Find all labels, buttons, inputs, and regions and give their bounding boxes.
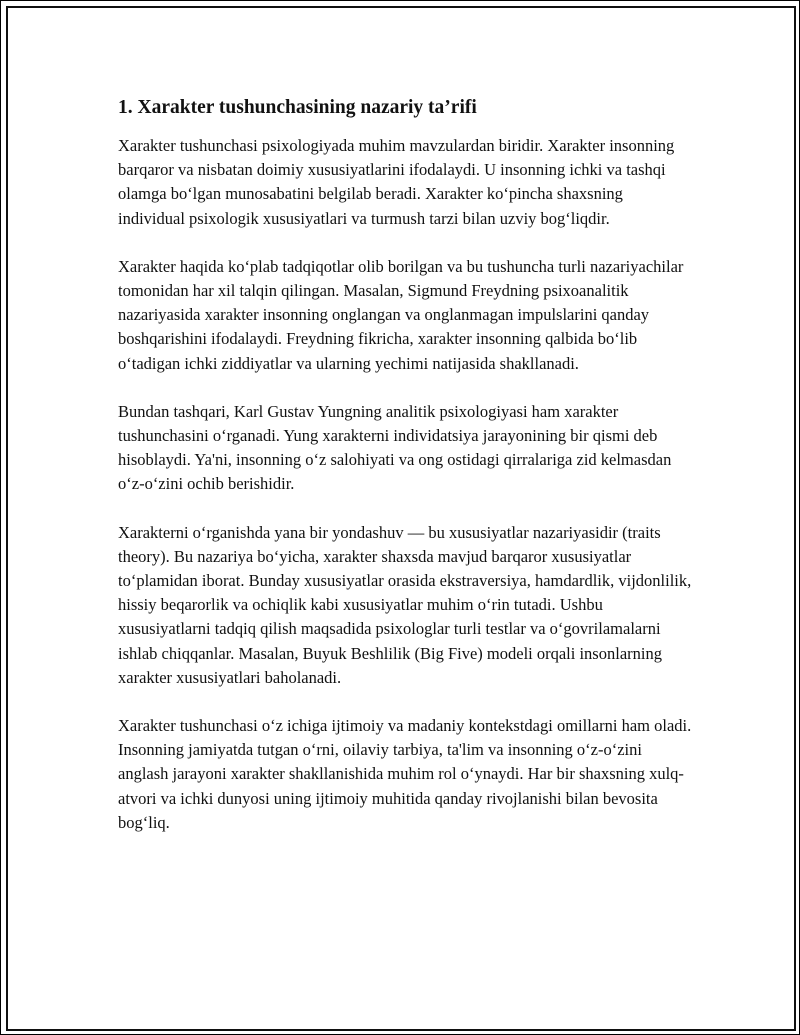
paragraph-5: Xarakter tushunchasi o‘z ichiga ijtimoiy va madaniy kontekstdagi omillarni ham oladi. Insonning jamiyatda tutgan o‘rni, oilaviy tarbiya, ta'lim va insonning o‘z-o‘zini anglash jarayoni xarakter shakllanishida muhim rol o‘ynaydi. Har bir shaxsning xulq-atvori va ichki dunyosi uning ijtimoiy muhitida qanday rivojlanishi bilan bevosita bog‘liq.	[118, 716, 692, 832]
document-body	[118, 95, 693, 859]
section-title: 1. Xarakter tushunchasining nazariy ta’rifi	[118, 97, 477, 118]
paragraph-3: Bundan tashqari, Karl Gustav Yungning analitik psixologiyasi ham xarakter tushunchasini o‘rganadi. Yung xarakterni individatsiya jarayonining bir qismi deb hisoblaydi. Ya'ni, insonning o‘z salohiyati va ong ostidagi qirralariga zid kelmasdan o‘z-o‘zini ochib berishidir.	[118, 401, 672, 494]
paragraph-4: Xarakterni o‘rganishda yana bir yondashuv — bu xususiyatlar nazariyasidir (traits theory). Bu nazariya bo‘yicha, xarakter shaxsda mavjud barqaror xususiyatlar to‘plamidan iborat. Bunday xususiyatlar orasida ekstraversiya, hamdardlik, vijdonlilik, hissiy beqarorlik va ochiqlik kabi xususiyatlar muhim o‘rin tutadi. Ushbu xususiyatlarni tadqiq qilish maqsadida psixologlar turli testlar va o‘govrilamalarni ishlab chiqqanlar. Masalan, Buyuk Beshlilik (Big Five) modeli orqali insonlarning xarakter xususiyatlari baholanadi.	[118, 522, 692, 687]
paragraph-2: Xarakter haqida ko‘plab tadqiqotlar olib borilgan va bu tushuncha turli nazariyachilar tomonidan har xil talqin qilingan. Masalan, Sigmund Freydning psixoanalitik nazariyasida xarakter insonning onglangan va onglanmagan impulslarini qanday boshqarishini ifodalaydi. Freydning fikricha, xarakter insonning qalbida bo‘lib o‘tadigan ichki ziddiyatlar va ularning yechimi natijasida shakllanadi.	[118, 256, 684, 373]
paragraph-1: Xarakter tushunchasi psixologiyada muhim mavzulardan biridir. Xarakter insonning barqaror va nisbatan doimiy xususiyatlarini ifodalaydi. U insonning ichki va tashqi olamga bo‘lgan munosabatini belgilab beradi. Xarakter ko‘pincha shaxsning individual psixologik xususiyatlari va turmush tarzi bilan uzviy bog‘liqdir.	[118, 136, 675, 228]
